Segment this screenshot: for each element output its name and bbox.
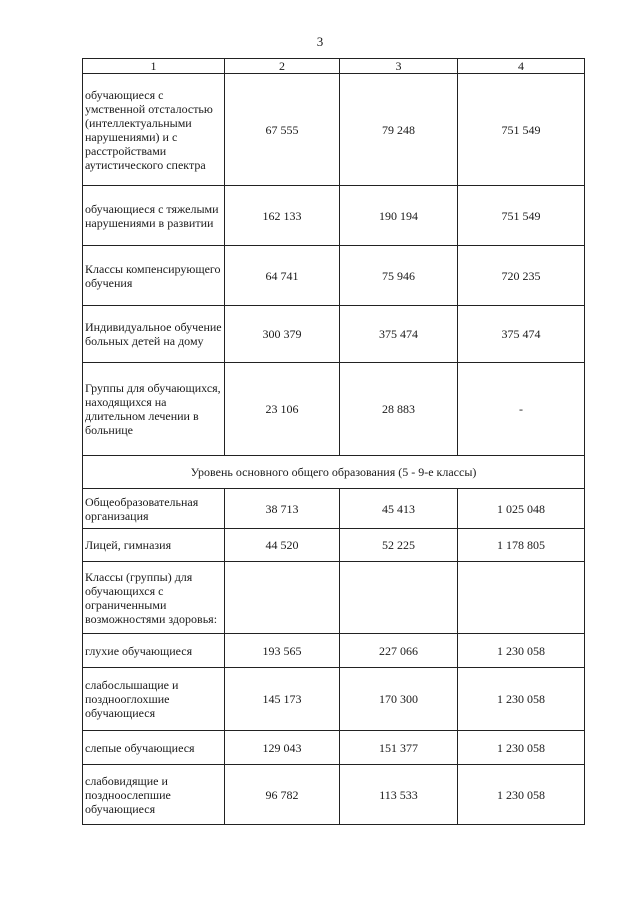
value-cell: 28 883 bbox=[340, 363, 458, 456]
value-cell: 45 413 bbox=[340, 489, 458, 529]
table-row bbox=[83, 634, 585, 668]
value-cell: 720 235 bbox=[458, 246, 585, 306]
value-cell: 375 474 bbox=[458, 306, 585, 363]
value-cell: 1 230 058 bbox=[458, 634, 585, 668]
value-cell: 1 230 058 bbox=[458, 668, 585, 731]
value-cell: - bbox=[458, 363, 585, 456]
value-cell: 170 300 bbox=[340, 668, 458, 731]
value-cell: 67 555 bbox=[225, 74, 340, 186]
row-label: слабослышащие и позднооглохшие обучающиеся bbox=[83, 668, 225, 731]
row-label: Лицей, гимназия bbox=[83, 529, 225, 562]
value-cell bbox=[458, 562, 585, 634]
row-label: Индивидуальное обучение больных детей на дому bbox=[83, 306, 225, 363]
column-number: 1 bbox=[83, 59, 225, 74]
value-cell: 75 946 bbox=[340, 246, 458, 306]
table-row bbox=[83, 306, 585, 363]
value-cell: 52 225 bbox=[340, 529, 458, 562]
table-row bbox=[83, 363, 585, 456]
value-cell: 64 741 bbox=[225, 246, 340, 306]
value-cell bbox=[225, 562, 340, 634]
section-title: Уровень основного общего образования (5 - 9-е классы) bbox=[83, 456, 585, 489]
value-cell: 1 178 805 bbox=[458, 529, 585, 562]
column-number: 3 bbox=[340, 59, 458, 74]
column-number: 2 bbox=[225, 59, 340, 74]
table-row bbox=[83, 668, 585, 731]
value-cell: 751 549 bbox=[458, 186, 585, 246]
value-cell: 190 194 bbox=[340, 186, 458, 246]
value-cell: 79 248 bbox=[340, 74, 458, 186]
value-cell: 96 782 bbox=[225, 765, 340, 825]
value-cell: 145 173 bbox=[225, 668, 340, 731]
value-cell: 44 520 bbox=[225, 529, 340, 562]
row-label: Классы (группы) для обучающихся с ограниченными возможностями здоровья: bbox=[83, 562, 225, 634]
table-row bbox=[83, 529, 585, 562]
value-cell: 151 377 bbox=[340, 731, 458, 765]
column-number-row bbox=[83, 59, 585, 74]
value-cell: 113 533 bbox=[340, 765, 458, 825]
value-cell: 1 230 058 bbox=[458, 765, 585, 825]
row-label: слабовидящие и поздноослепшие обучающиеся bbox=[83, 765, 225, 825]
value-cell bbox=[340, 562, 458, 634]
table-row bbox=[83, 562, 585, 634]
value-cell: 751 549 bbox=[458, 74, 585, 186]
row-label: Классы компенсирующего обучения bbox=[83, 246, 225, 306]
row-label: Группы для обучающихся, находящихся на длительном лечении в больнице bbox=[83, 363, 225, 456]
value-cell: 193 565 bbox=[225, 634, 340, 668]
table-row bbox=[83, 731, 585, 765]
tariff-table bbox=[82, 58, 585, 825]
table-row bbox=[83, 489, 585, 529]
table-row bbox=[83, 246, 585, 306]
row-label: Общеобразовательная организация bbox=[83, 489, 225, 529]
table-row bbox=[83, 74, 585, 186]
value-cell: 1 025 048 bbox=[458, 489, 585, 529]
value-cell: 162 133 bbox=[225, 186, 340, 246]
value-cell: 129 043 bbox=[225, 731, 340, 765]
row-label: слепые обучающиеся bbox=[83, 731, 225, 765]
value-cell: 375 474 bbox=[340, 306, 458, 363]
row-label: глухие обучающиеся bbox=[83, 634, 225, 668]
page-number: 3 bbox=[316, 34, 324, 49]
value-cell: 227 066 bbox=[340, 634, 458, 668]
value-cell: 23 106 bbox=[225, 363, 340, 456]
table-row bbox=[83, 186, 585, 246]
section-header-row bbox=[83, 456, 585, 489]
value-cell: 300 379 bbox=[225, 306, 340, 363]
row-label: обучающиеся с умственной отсталостью (интеллектуальными нарушениями) и с расстройствами аутистического спектра bbox=[83, 74, 225, 186]
column-number: 4 bbox=[458, 59, 585, 74]
value-cell: 38 713 bbox=[225, 489, 340, 529]
table-row bbox=[83, 765, 585, 825]
row-label: обучающиеся с тяжелыми нарушениями в развитии bbox=[83, 186, 225, 246]
value-cell: 1 230 058 bbox=[458, 731, 585, 765]
